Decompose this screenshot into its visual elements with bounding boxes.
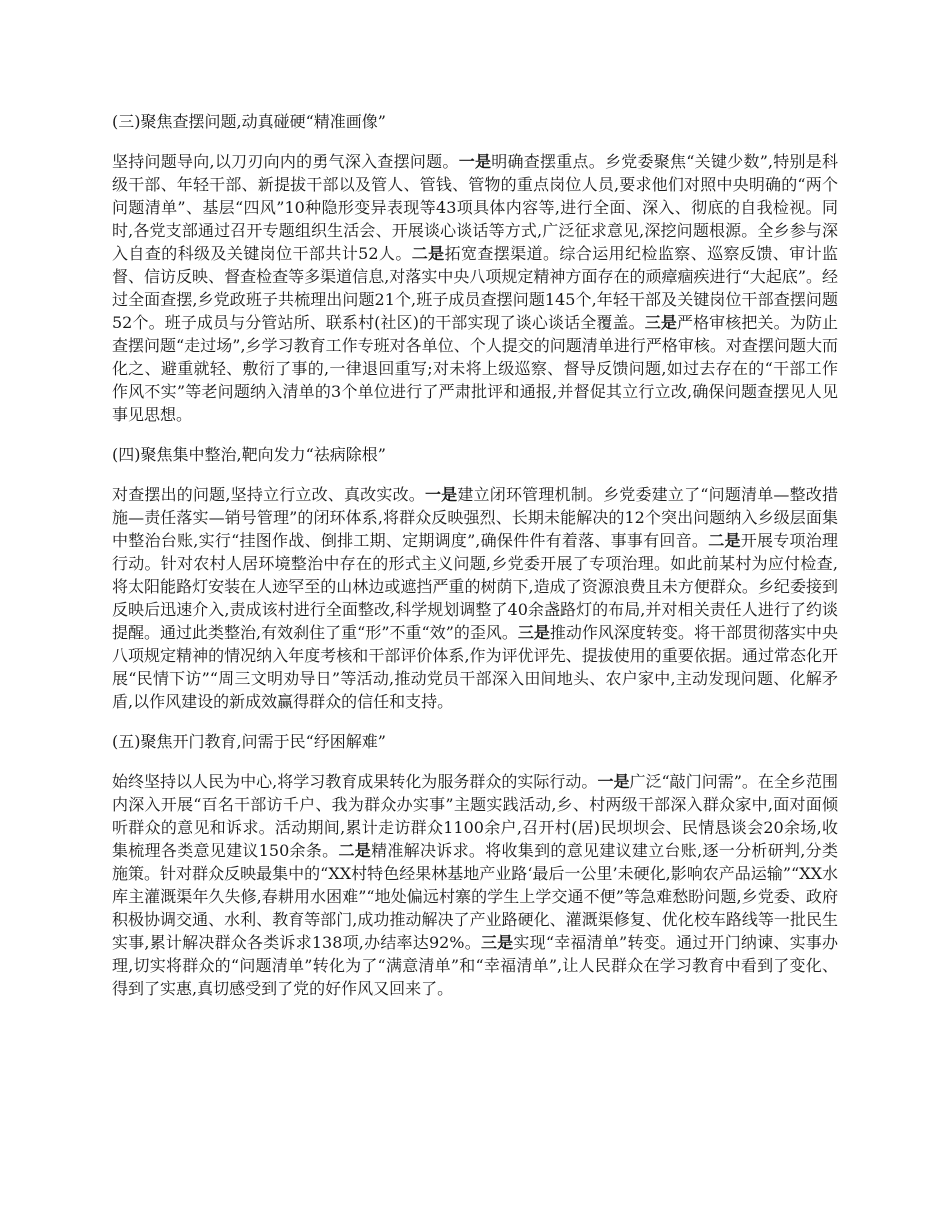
section-3-heading: (三)聚焦查摆问题,动真碰硬“精准画像” — [112, 112, 386, 131]
section-4-body — [112, 483, 838, 713]
section-3-body — [112, 150, 838, 426]
section-5-heading: (五)聚焦开门教育,问需于民“纾困解难” — [112, 732, 386, 751]
section-5-text: 广泛“敲门问需”。在全乡范围内深入开展“百名干部访千户、我为群众办实事”主题实践活动,乡、村两级干部深入群众家中,面对面倾听群众的意见和诉求。活动期间,累计走访群众1100余户,召开村(居)民坝坝会、民情恳谈会20余场,收集梳理各类意见建议150余条。 — [112, 772, 838, 860]
section-3-text: 明确查摆重点。乡党委聚焦“关键少数”,特别是科级干部、年轻干部、新提拔干部以及管人、管钱、管物的重点岗位人员,要求他们对照中央明确的“两个问题清单”、基层“四风”10种隐形变异表现等43项具体内容等,进行全面、深入、彻底的自我检视。同时,各党支部通过召开专题组织生活会、开展谈心谈话等方式,广泛征求意见,深挖问题根源。全乡参与深入自查的科级及关键岗位干部共计52人。 — [112, 152, 838, 263]
section-4-heading: (四)聚焦集中整治,靶向发力“祛病除根” — [112, 445, 386, 464]
section-5-marker-2: 二是 — [338, 841, 372, 860]
section-3-text: 严格审核把关。为防止查摆问题“走过场”,乡学习教育工作专班对各单位、个人提交的问题清单进行严格审核。对查摆问题大而化之、避重就轻、敷衍了事的,一律退回重写;对未将上级巡察、督导反馈问题,如过去存在的“干部工作作风不实”等老问题纳入清单的3个单位进行了严肃批评和通报,并督促其立行立改,确保问题查摆见人见事见思想。 — [112, 313, 838, 424]
section-4-marker-3: 三是 — [517, 623, 550, 642]
section-4-text: 建立闭环管理机制。乡党委建立了“问题清单—整改措施—责任落实—销号管理”的闭环体系,将群众反映强烈、长期未能解决的12个突出问题纳入乡级层面集中整治台账,实行“挂图作战、倒排工期、定期调度”,确保件件有着落、事事有回音。 — [112, 485, 838, 550]
section-3-text: 拓宽查摆渠道。综合运用纪检监察、巡察反馈、审计监督、信访反映、督查检查等多渠道信息,对落实中央八项规定精神方面存在的顽瘴痼疾进行“大起底”。经过全面查摆,乡党政班子共梳理出问题21个,班子成员查摆问题145个,年轻干部及关键岗位干部查摆问题52个。班子成员与分管站所、联系村(社区)的干部实现了谈心谈话全覆盖。 — [112, 244, 838, 332]
section-4-marker-2: 二是 — [708, 531, 741, 550]
section-4-text: 推动作风深度转变。将干部贯彻落实中央八项规定精神的情况纳入年度考核和干部评价体系,作为评优评先、提拔使用的重要依据。通过常态化开展“民情下访”“周三文明劝导日”等活动,推动党员干部深入田间地头、农户家中,主动发现问题、化解矛盾,以作风建设的新成效赢得群众的信任和支持。 — [112, 623, 838, 711]
section-4-text: 对查摆出的问题,坚持立行立改、真改实改。 — [112, 485, 425, 504]
section-4-marker-1: 一是 — [424, 485, 458, 504]
section-5-text: 实现“幸福清单”转变。通过开门纳谏、实事办理,切实将群众的“问题清单”转化为了“满意清单”和“幸福清单”,让人民群众在学习教育中看到了变化、得到了实惠,真切感受到了党的好作风又回来了。 — [112, 933, 838, 998]
section-5-body — [112, 770, 838, 1000]
section-3-marker-2: 二是 — [411, 244, 445, 263]
section-3-text: 坚持问题导向,以刀刃向内的勇气深入查摆问题。 — [112, 152, 459, 171]
section-3-marker-3: 三是 — [644, 313, 677, 332]
section-3-marker-1: 一是 — [458, 152, 492, 171]
section-5-marker-3: 三是 — [480, 933, 514, 952]
section-5-text: 始终坚持以人民为中心,将学习教育成果转化为服务群众的实际行动。 — [112, 772, 598, 791]
section-4-text: 开展专项治理行动。针对农村人居环境整治中存在的形式主义问题,乡党委开展了专项治理。如此前某村为应付检查,将太阳能路灯安装在人迹罕至的山林边或遮挡严重的树荫下,造成了资源浪费且未方便群众。乡纪委接到反映后迅速介入,责成该村进行全面整改,科学规划调整了40余盏路灯的布局,并对相关责任人进行了约谈提醒。通过此类整治,有效刹住了重“形”不重“效”的歪风。 — [112, 531, 838, 642]
section-5-marker-1: 一是 — [597, 772, 630, 791]
section-5-text: 精准解决诉求。将收集到的意见建议建立台账,逐一分析研判,分类施策。针对群众反映最集中的“XX村特色经果林基地产业路‘最后一公里’未硬化,影响农产品运输”“XX水库主灌溉渠年久失修,春耕用水困难”“地处偏远村寨的学生上学交通不便”等急难愁盼问题,乡党委、政府积极协调交通、水利、教育等部门,成功推动解决了产业路硬化、灌溉渠修复、优化校车路线等一批民生实事,累计解决群众各类诉求138项,办结率达92%。 — [112, 841, 838, 952]
